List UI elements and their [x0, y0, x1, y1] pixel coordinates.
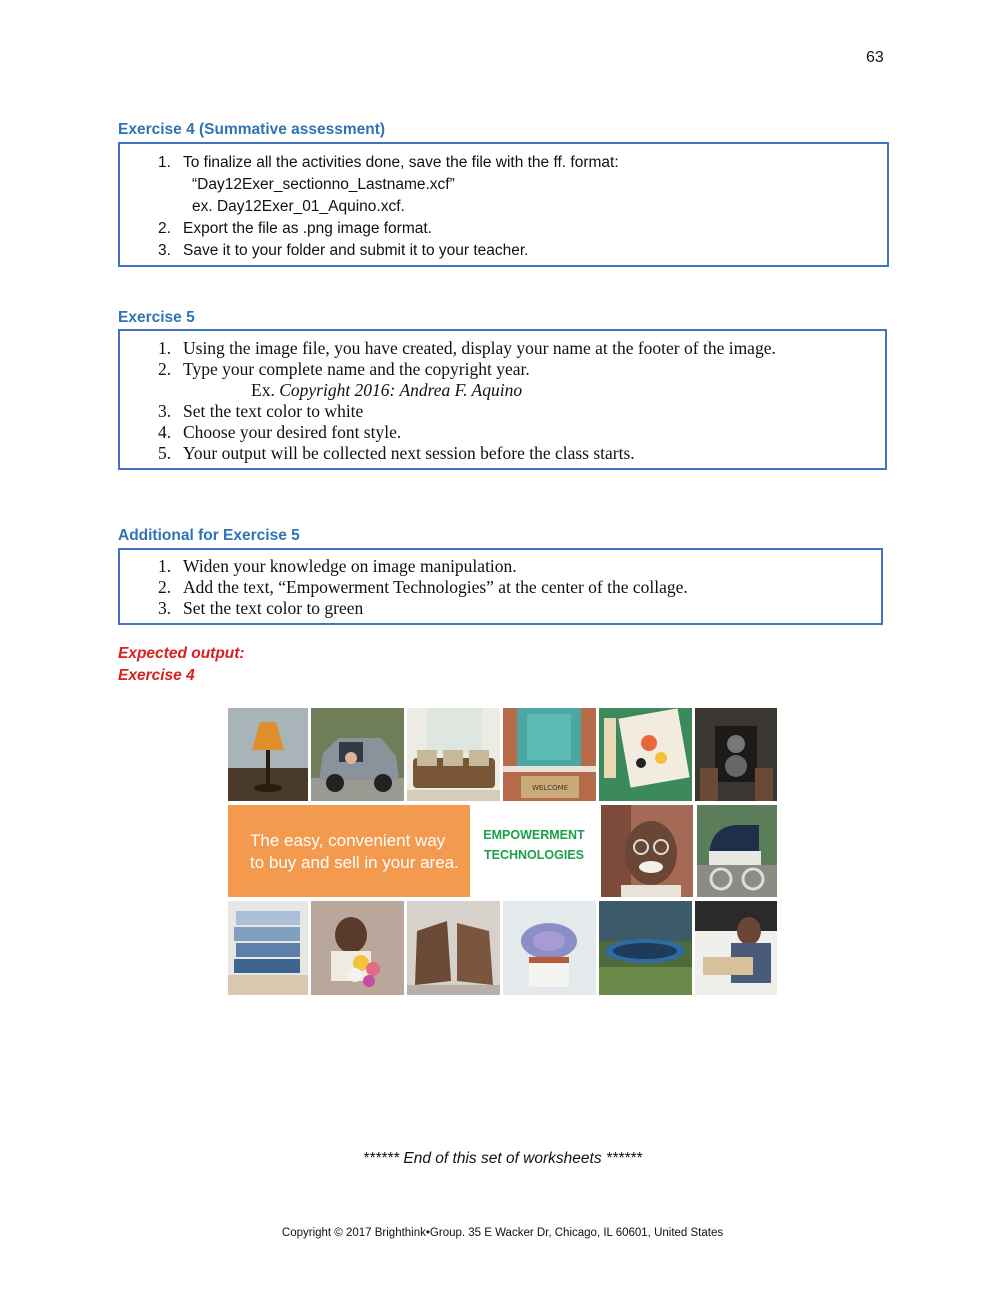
smiling-woman-photo	[601, 805, 693, 897]
doormat-photo	[503, 708, 596, 801]
list-item	[120, 218, 887, 240]
jeans-photo	[228, 901, 308, 995]
boots-photo	[407, 901, 500, 995]
flowers-photo	[311, 901, 404, 995]
item-continuation: ex. Day12Exer_01_Aquino.xcf.	[192, 198, 405, 215]
lamp-photo	[228, 708, 308, 801]
expected-output-collage	[228, 708, 777, 995]
item-text: Using the image file, you have created, display your name at the footer of the image.	[183, 338, 776, 358]
car-photo	[311, 708, 404, 801]
item-text: Your output will be collected next session before the class starts.	[183, 443, 635, 463]
example-text: Copyright 2016: Andrea F. Aquino	[279, 380, 523, 400]
item-number: 3.	[158, 242, 171, 259]
item-continuation: “Day12Exer_sectionno_Lastname.xcf”	[192, 176, 455, 193]
paint-photo	[599, 708, 692, 801]
copyright-footer: Copyright © 2017 Brighthink•Group. 35 E Wacker Dr, Chicago, IL 60601, United States	[281, 1227, 724, 1239]
item-number: 2.	[158, 577, 172, 597]
exercise5-heading: Exercise 5	[118, 309, 195, 326]
list-item	[120, 443, 885, 464]
promo-line-1: The easy, convenient way	[250, 831, 446, 850]
example-line	[120, 380, 885, 401]
exercise4-box	[118, 142, 889, 267]
item-text: To finalize all the activities done, save the file with the ff. format:	[183, 154, 619, 171]
list-item	[120, 152, 887, 174]
list-item	[120, 556, 881, 577]
additional-box	[118, 548, 883, 625]
item-text: Type your complete name and the copyright year.	[183, 359, 530, 379]
item-number: 3.	[158, 598, 172, 618]
empowerment-text	[470, 805, 598, 897]
expected-output-label: Expected output:	[118, 645, 245, 662]
item-number: 1.	[158, 338, 172, 358]
item-number: 5.	[158, 443, 172, 463]
exercise4-heading: Exercise 4 (Summative assessment)	[118, 121, 386, 138]
promo-banner	[228, 805, 470, 897]
item-text: Export the file as .png image format.	[183, 220, 432, 237]
item-number: 2.	[158, 220, 171, 237]
item-number: 3.	[158, 401, 172, 421]
item-number: 1.	[158, 154, 171, 171]
item-text: Set the text color to white	[183, 401, 364, 421]
stroller-photo	[697, 805, 777, 897]
item-text: Add the text, “Empowerment Technologies” at the center of the collage.	[183, 577, 688, 597]
end-note: ****** End of this set of worksheets ******	[362, 1150, 643, 1167]
trampoline-photo	[599, 901, 692, 995]
list-item	[120, 598, 881, 619]
item-text: Choose your desired font style.	[183, 422, 402, 442]
item-number: 2.	[158, 359, 172, 379]
succulent-photo	[503, 901, 596, 995]
camera-photo	[695, 708, 777, 801]
additional-heading: Additional for Exercise 5	[118, 527, 300, 544]
item-text: Set the text color to green	[183, 598, 364, 618]
list-item	[120, 577, 881, 598]
brand-line-1: EMPOWERMENT	[483, 828, 585, 842]
item-text: Widen your knowledge on image manipulation.	[183, 556, 517, 576]
baking-photo	[695, 901, 777, 995]
example-prefix: Ex.	[251, 380, 275, 400]
promo-line-2: to buy and sell in your area.	[250, 853, 459, 872]
list-item	[120, 240, 887, 262]
brand-line-2: TECHNOLOGIES	[483, 848, 584, 862]
list-item	[120, 401, 885, 422]
doormat-text: WELCOME	[531, 784, 569, 792]
sofa-photo	[407, 708, 500, 801]
list-item	[120, 422, 885, 443]
item-number: 1.	[158, 556, 172, 576]
list-item	[120, 359, 885, 380]
item-text: Save it to your folder and submit it to your teacher.	[183, 242, 529, 259]
expected-exercise-label: Exercise 4	[118, 667, 195, 684]
list-item	[120, 338, 885, 359]
page-number: 63	[866, 49, 884, 66]
exercise5-box	[118, 329, 887, 470]
item-number: 4.	[158, 422, 172, 442]
